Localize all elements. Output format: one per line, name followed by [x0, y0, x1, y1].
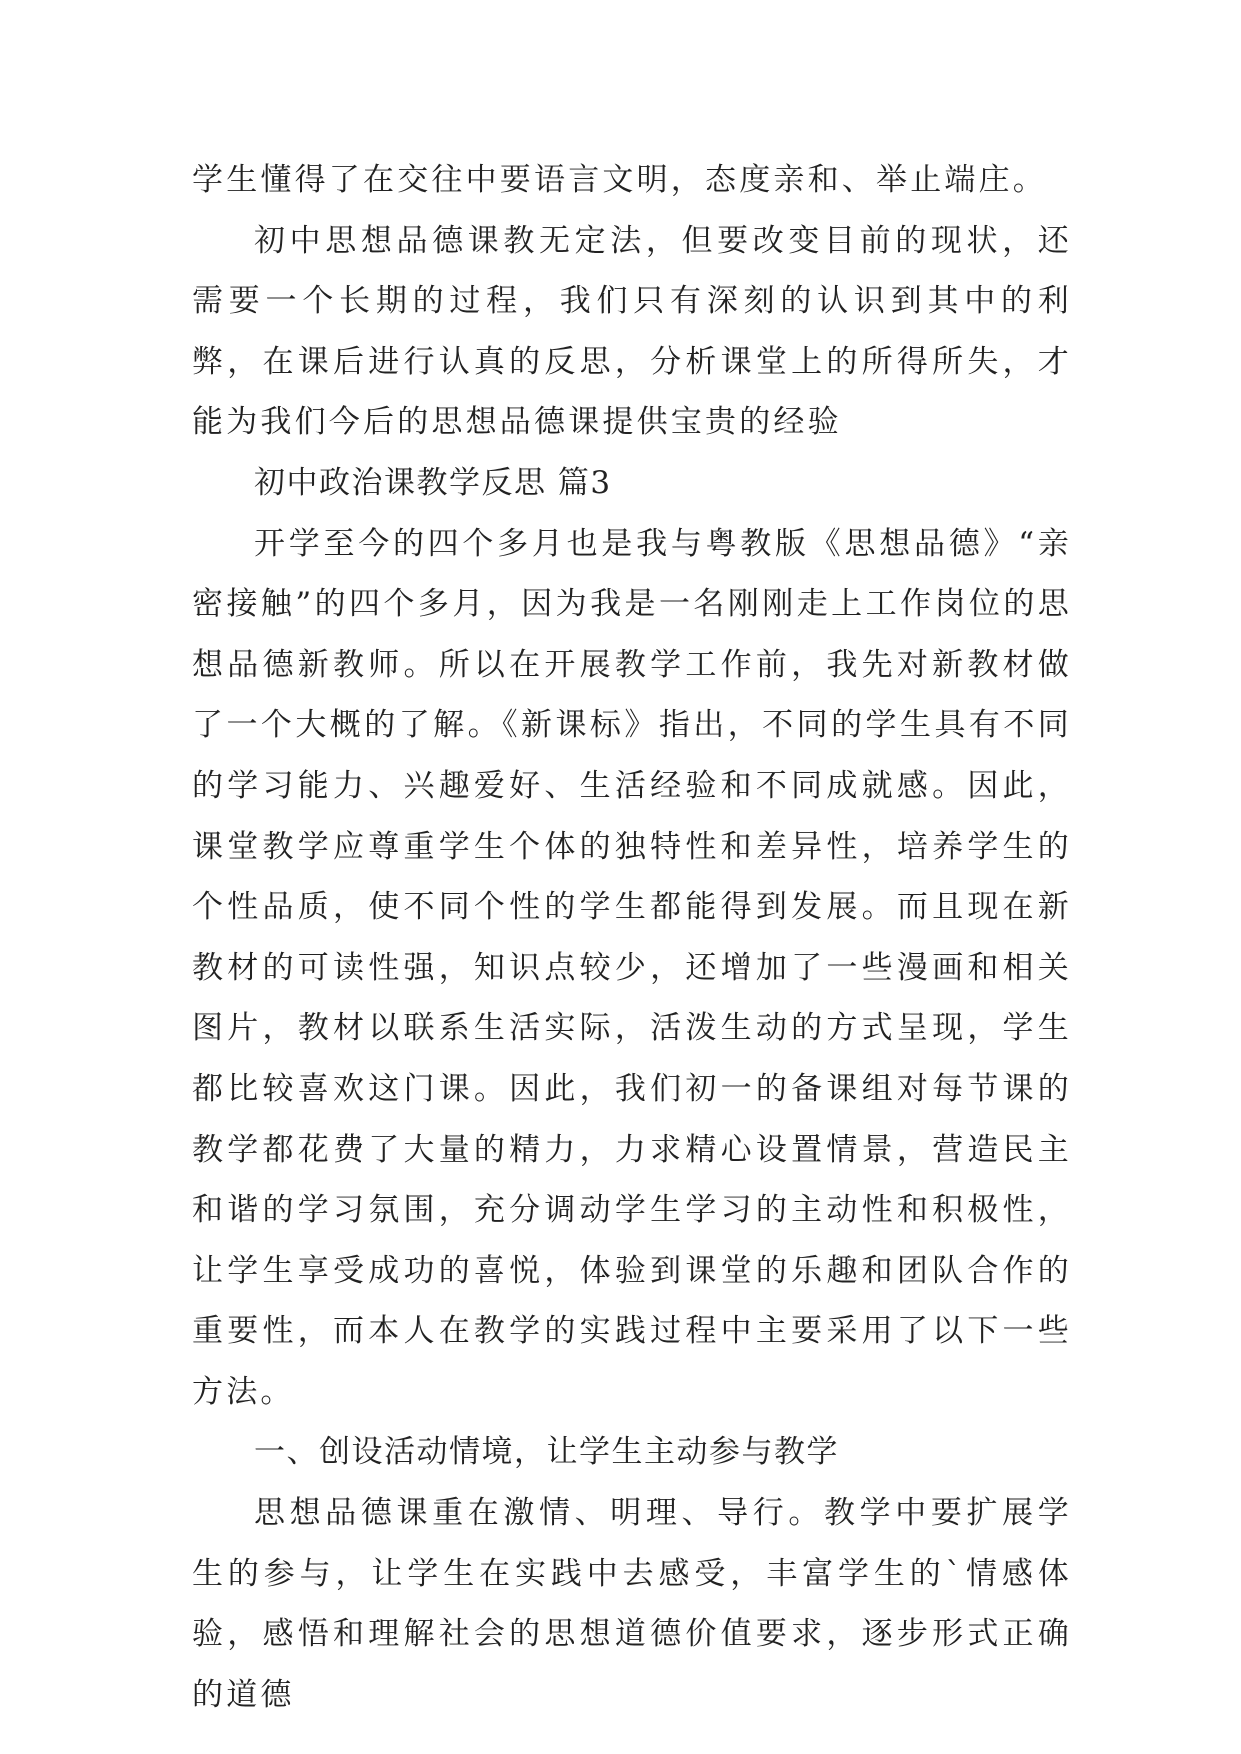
- paragraph-body: 开学至今的四个多月也是我与粤教版《思想品德》“亲密接触”的四个多月，因为我是一名刚刚走上工作岗位的思想品德新教师。所以在开展教学工作前，我先对新教材做了一个大概的了解。《新课标》指出，不同的学生具有不同的学习能力、兴趣爱好、生活经验和不同成就感。因此，课堂教学应尊重学生个体的独特性和差异性，培养学生的个性品质，使不同个性的学生都能得到发展。而且现在新教材的可读性强，知识点较少，还增加了一些漫画和相关图片，教材以联系生活实际，活泼生动的方式呈现，学生都比较喜欢这门课。因此，我们初一的备课组对每节课的教学都花费了大量的精力，力求精心设置情景，营造民主和谐的学习氛围，充分调动学生学习的主动性和积极性，让学生享受成功的喜悦，体验到课堂的乐趣和团队合作的重要性，而本人在教学的实践过程中主要采用了以下一些方法。: [192, 525, 1072, 1410]
- subsection-heading: 一、创设活动情境，让学生主动参与教学: [254, 1434, 839, 1471]
- paragraph-body: 初中思想品德课教无定法，但要改变目前的现状，还需要一个长期的过程，我们只有深刻的认识到其中的利弊，在课后进行认真的反思，分析课堂上的所得所失，才能为我们今后的思想品德课提供宝贵的经验: [192, 222, 1072, 441]
- paragraph-body: 思想品德课重在激情、明理、导行。教学中要扩展学生的参与，让学生在实践中去感受，丰富学生的`情感体验，感悟和理解社会的思想道德价值要求，逐步形式正确的道德: [192, 1495, 1072, 1713]
- document-body: [192, 150, 1072, 1725]
- paragraph-continuation: 学生懂得了在交往中要语言文明，态度亲和、举止端庄。: [192, 162, 1047, 198]
- section-heading: 初中政治课教学反思 篇3: [254, 464, 612, 501]
